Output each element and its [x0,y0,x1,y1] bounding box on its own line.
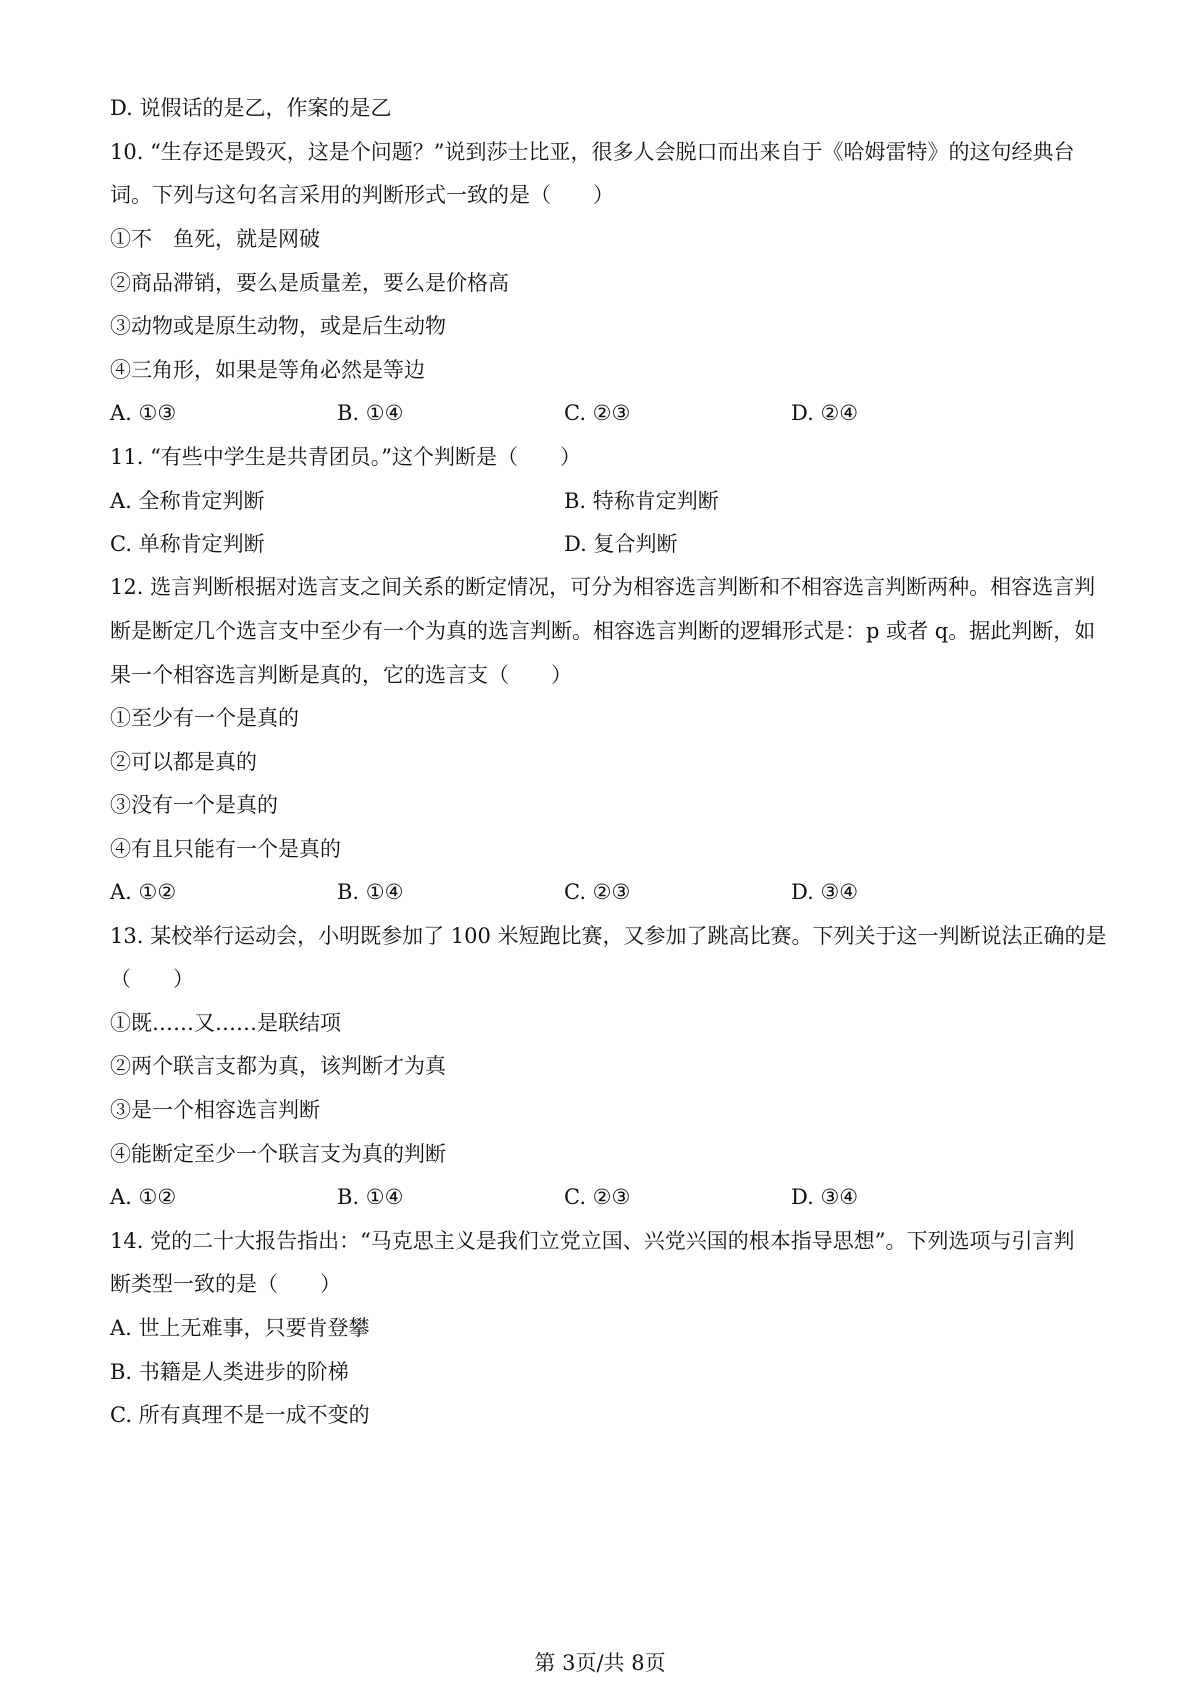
q11-option-c[interactable]: C. 单称肯定判断 [110,532,265,556]
q10-item-2: ②商品滞销，要么是质量差，要么是价格高 [110,271,509,295]
q13-stem-line2: （ ） [110,967,194,991]
q12-item-1: ①至少有一个是真的 [110,706,299,730]
q13-option-c[interactable]: C. ②③ [564,1185,631,1209]
q13-option-a[interactable]: A. ①② [110,1185,177,1209]
q11-options-row2 [110,529,1110,559]
q10-option-c[interactable]: C. ②③ [564,401,631,425]
q12-item-2: ②可以都是真的 [110,750,257,774]
q13-stem-line1: 13. 某校举行运动会，小明既参加了 100 米短跑比赛，又参加了跳高比赛。下列关于这一判断说法正确的是 [110,924,1107,948]
q10-stem-line1: 10. “生存还是毁灭，这是个问题？”说到莎士比亚，很多人会脱口而出来自于《哈姆雷特》的这句经典台 [110,140,1075,164]
q11-option-b[interactable]: B. 特称肯定判断 [564,489,719,513]
q13-item-4: ④能断定至少一个联言支为真的判断 [110,1142,446,1166]
q14-option-c[interactable]: C. 所有真理不是一成不变的 [110,1403,370,1427]
q10-option-b[interactable]: B. ①④ [337,401,404,425]
q12-item-4: ④有且只能有一个是真的 [110,837,341,861]
q12-stem-line1: 12. 选言判断根据对选言支之间关系的断定情况，可分为相容选言判断和不相容选言判断两种。相容选言判 [110,575,1096,599]
q12-option-b[interactable]: B. ①④ [337,880,404,904]
q12-stem-line2: 断是断定几个选言支中至少有一个为真的选言判断。相容选言判断的逻辑形式是：p 或者 q。据此判断，如 [110,619,1096,643]
q10-option-a[interactable]: A. ①③ [110,401,177,425]
q14-option-a[interactable]: A. 世上无难事，只要肯登攀 [110,1316,370,1340]
q12-stem-line3: 果一个相容选言判断是真的，它的选言支（ ） [110,663,572,687]
q14-stem-line2: 断类型一致的是（ ） [110,1272,341,1296]
q12-option-c[interactable]: C. ②③ [564,880,631,904]
q10-item-4: ④三角形，如果是等角必然是等边 [110,358,425,382]
q13-options [110,1182,1110,1212]
q13-item-1: ①既……又……是联结项 [110,1011,341,1035]
q11-option-d[interactable]: D. 复合判断 [564,532,678,556]
q11-options-row1 [110,486,1110,516]
q10-item-1: ①不 鱼死，就是网破 [110,227,320,251]
q14-stem-line1: 14. 党的二十大报告指出：“马克思主义是我们立党立国、兴党兴国的根本指导思想”。下列选项与引言判 [110,1229,1075,1253]
q13-option-d[interactable]: D. ③④ [791,1185,859,1209]
q12-options [110,877,1110,907]
q10-options [110,398,1110,428]
q13-option-b[interactable]: B. ①④ [337,1185,404,1209]
q12-item-3: ③没有一个是真的 [110,793,278,817]
page-footer: 第 3页/共 8页 [534,1651,666,1675]
q10-option-d[interactable]: D. ②④ [791,401,859,425]
q13-item-3: ③是一个相容选言判断 [110,1098,320,1122]
q10-item-3: ③动物或是原生动物，或是后生动物 [110,314,446,338]
q11-stem: 11. “有些中学生是共青团员。”这个判断是（ ） [110,445,582,469]
q11-option-a[interactable]: A. 全称肯定判断 [110,489,265,513]
q10-stem-line2: 词。下列与这句名言采用的判断形式一致的是（ ） [110,183,614,207]
q9-option-d: D. 说假话的是乙，作案的是乙 [110,96,392,120]
q13-item-2: ②两个联言支都为真，该判断才为真 [110,1054,446,1078]
q12-option-a[interactable]: A. ①② [110,880,177,904]
q14-option-b[interactable]: B. 书籍是人类进步的阶梯 [110,1360,349,1384]
q12-option-d[interactable]: D. ③④ [791,880,859,904]
